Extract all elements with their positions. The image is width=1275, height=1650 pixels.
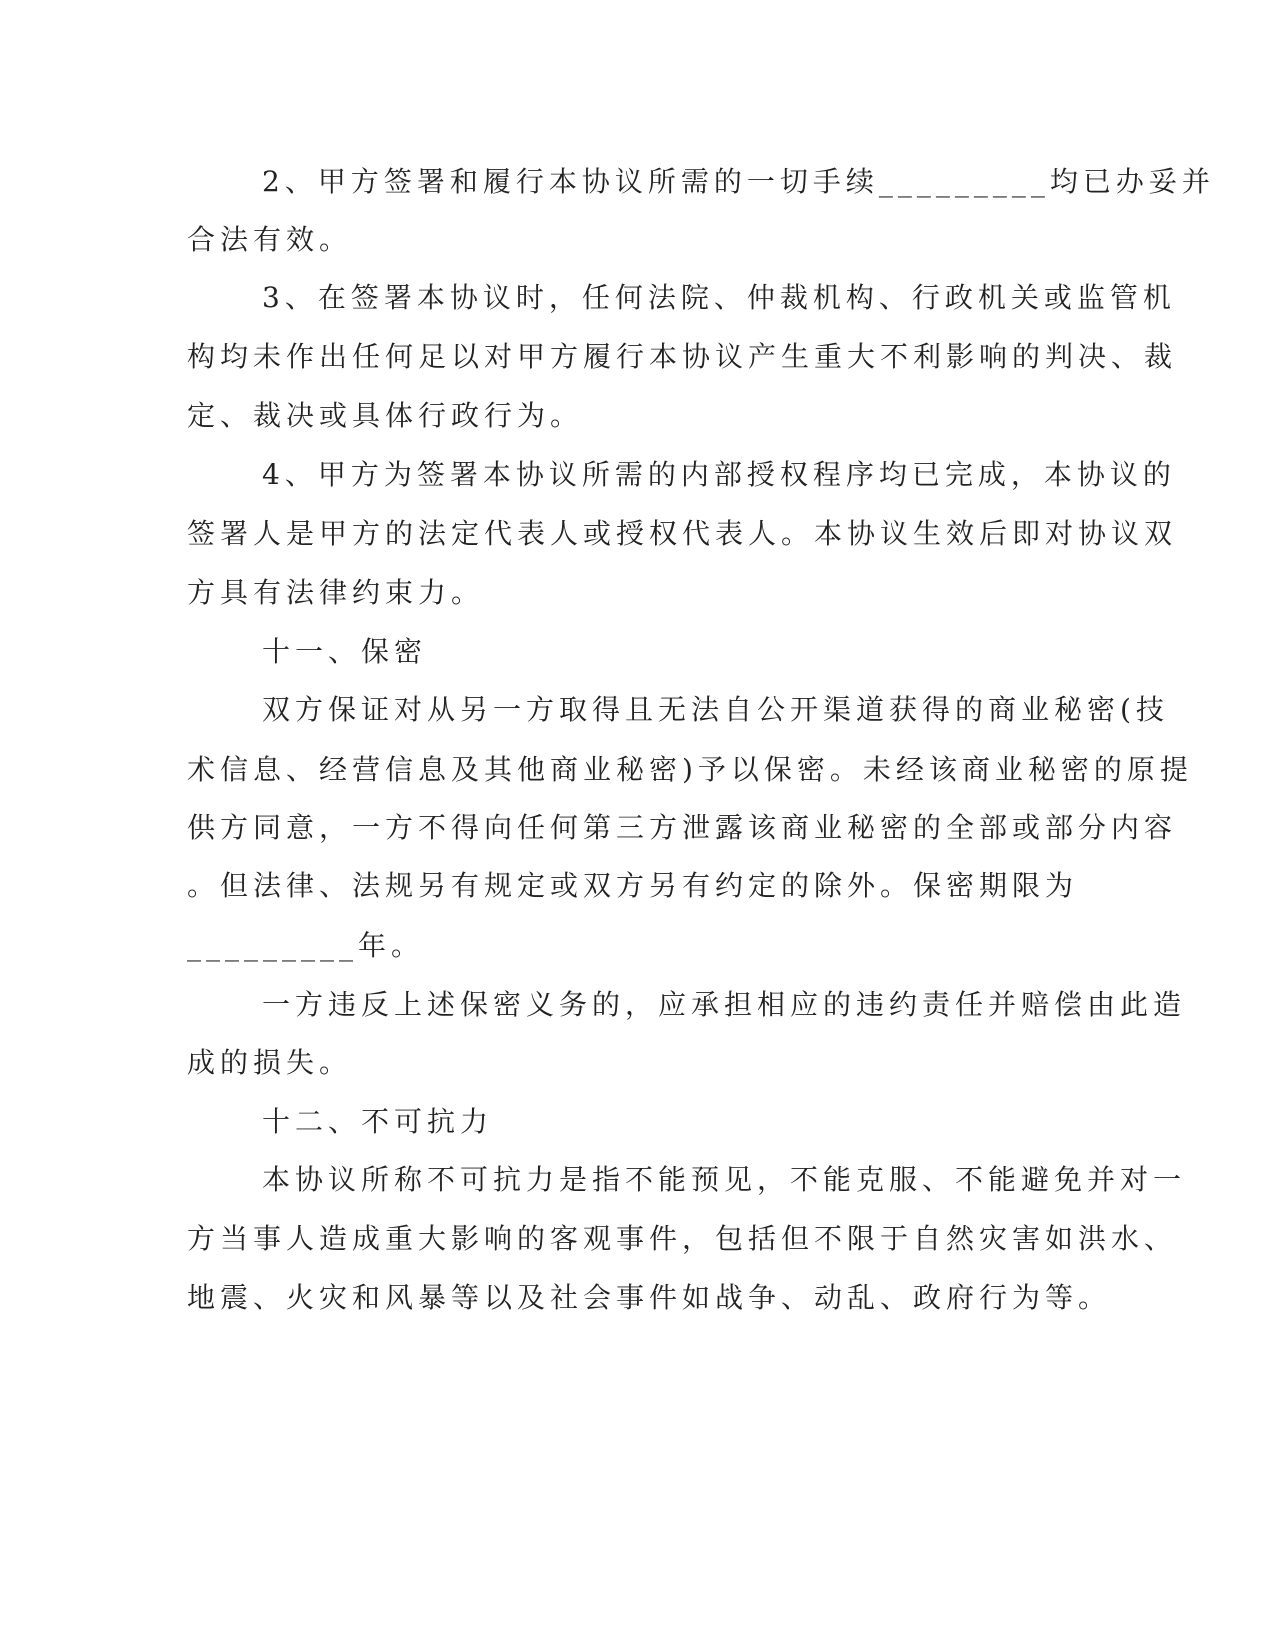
breach-line-1: 一方违反上述保密义务的，应承担相应的违约责任并赔偿由此造 bbox=[262, 988, 1187, 1021]
clause-3-line-1: 3、在签署本协议时，任何法院、仲裁机构、行政机关或监管机 bbox=[262, 281, 1176, 314]
confidentiality-line-2: 术信息、经营信息及其他商业秘密)予以保密。未经该商业秘密的原提 bbox=[187, 753, 1193, 786]
clause-2-line-2: 合法有效。 bbox=[187, 223, 353, 256]
clause-3-line-3: 定、裁决或具体行政行为。 bbox=[187, 399, 584, 432]
force-majeure-line-1: 本协议所称不可抗力是指不能预见，不能克服、不能避免并对一 bbox=[262, 1163, 1187, 1196]
confidentiality-line-4: 。但法律、法规另有规定或双方另有约定的除外。保密期限为 bbox=[187, 869, 1079, 902]
clause-4-line-3: 方具有法律约束力。 bbox=[187, 576, 485, 609]
force-majeure-line-2: 方当事人造成重大影响的客观事件，包括但不限于自然灾害如洪水、 bbox=[187, 1222, 1178, 1255]
clause-3-line-2: 构均未作出任何足以对甲方履行本协议产生重大不利影响的判决、裁 bbox=[187, 340, 1178, 373]
breach-line-2: 成的损失。 bbox=[187, 1046, 353, 1079]
confidentiality-line-3: 供方同意，一方不得向任何第三方泄露该商业秘密的全部或部分内容 bbox=[187, 811, 1178, 844]
confidentiality-line-5: _________年。 bbox=[187, 929, 425, 962]
confidentiality-line-1: 双方保证对从另一方取得且无法自公开渠道获得的商业秘密(技 bbox=[262, 693, 1169, 726]
section-11-heading: 十一、保密 bbox=[262, 635, 428, 668]
clause-4-line-1: 4、甲方为签署本协议所需的内部授权程序均已完成，本协议的 bbox=[262, 458, 1176, 491]
section-12-heading: 十二、不可抗力 bbox=[262, 1105, 494, 1138]
clause-4-line-2: 签署人是甲方的法定代表人或授权代表人。本协议生效后即对协议双 bbox=[187, 517, 1178, 550]
force-majeure-line-3: 地震、火灾和风暴等以及社会事件如战争、动乱、政府行为等。 bbox=[187, 1281, 1112, 1314]
clause-2-line-1: 2、甲方签署和履行本协议所需的一切手续_________均已办妥并 bbox=[262, 165, 1215, 198]
